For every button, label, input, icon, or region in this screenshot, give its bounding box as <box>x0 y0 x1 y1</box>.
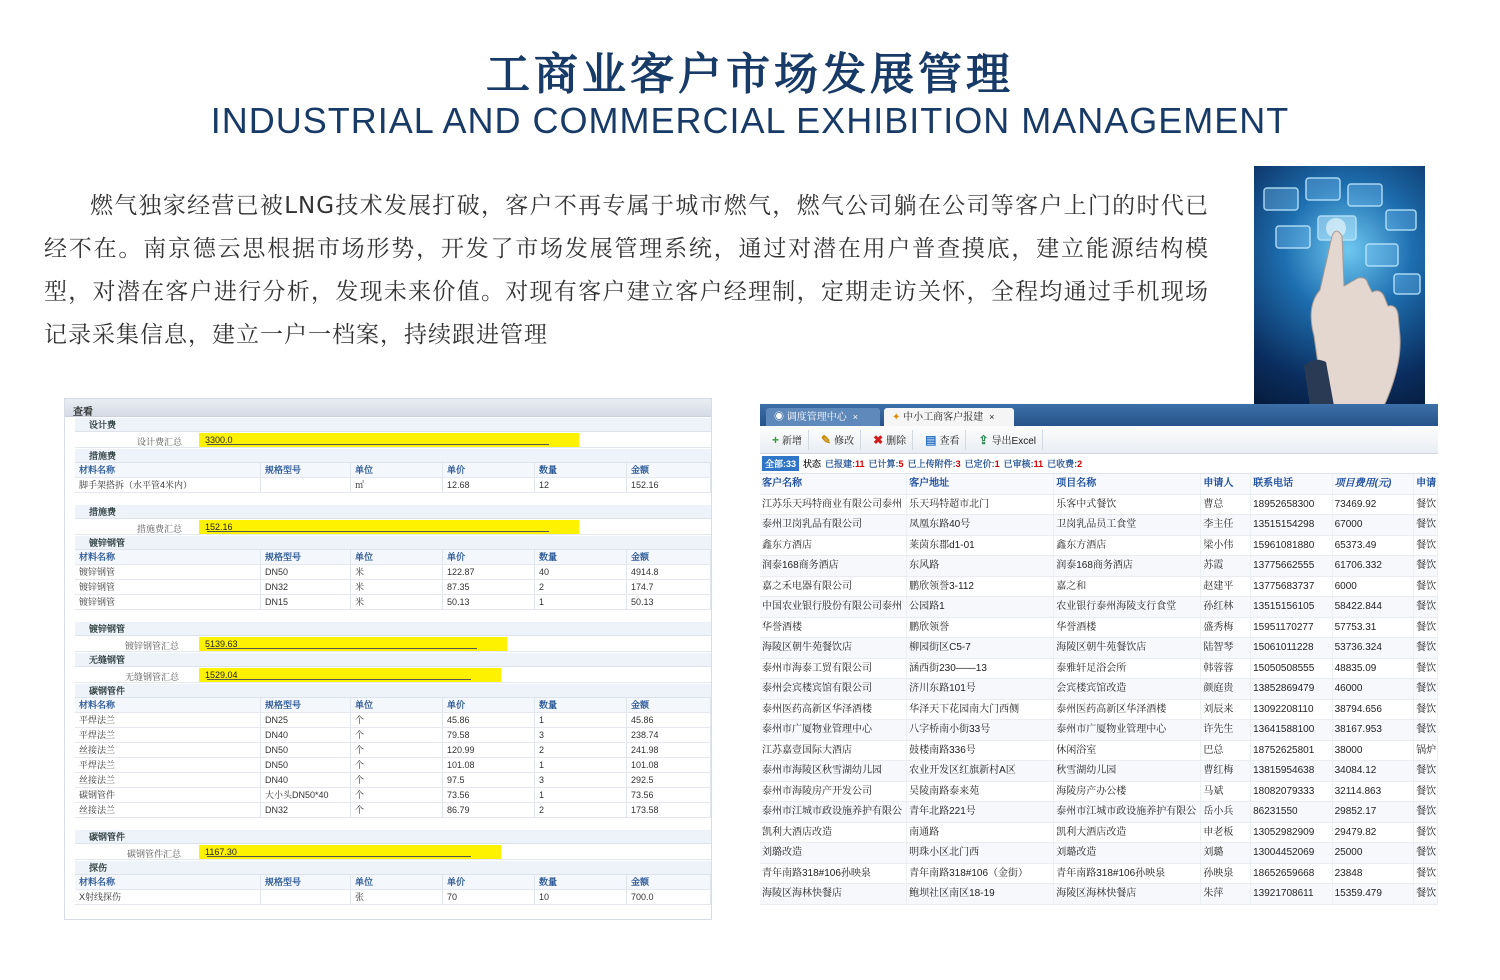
table-cell: 餐饮 <box>1414 700 1438 720</box>
table-row[interactable] <box>760 556 1438 577</box>
table-row: 镀锌钢管 DN50 米 122.87 40 4914.8 <box>75 565 711 580</box>
status-filter-bar <box>760 454 1438 474</box>
table-cell: 嘉之禾电器有限公司 <box>760 577 907 597</box>
table-cell: 18082079333 <box>1251 782 1333 802</box>
table-row: 镀锌钢管 DN15 米 50.13 1 50.13 <box>75 595 711 610</box>
table-cell: 农业开发区红旗新村A区 <box>907 761 1054 781</box>
table-row[interactable] <box>760 577 1438 598</box>
touch-interface-image <box>1254 166 1425 406</box>
cost-detail-panel <box>64 398 712 920</box>
col-apply[interactable]: 申请 <box>1414 474 1438 494</box>
table-cell: 曹总 <box>1201 495 1251 515</box>
table-row: 丝接法兰 DN50 个 120.99 2 241.98 <box>75 743 711 758</box>
table-cell: 餐饮 <box>1414 720 1438 740</box>
table-row[interactable] <box>760 864 1438 885</box>
measure-fee-summary <box>75 519 711 535</box>
intro-paragraph: 燃气独家经营已被LNG技术发展打破，客户不再专属于城市燃气，燃气公司躺在公司等客户上门的时代已经不在。南京德云思根据市场形势，开发了市场发展管理系统，通过对潜在用户普查摸底，建立能源结构模型，对潜在客户进行分析，发现未来价值。对现有客户建立客户经理制，定期走访关怀，全程均通过手机现场记录采集信息，建立一户一档案，持续跟进管理 <box>44 193 1209 348</box>
table-cell: 泰州市海陵区秋雪湖幼儿园 <box>760 761 907 781</box>
page-subtitle: INDUSTRIAL AND COMMERCIAL EXHIBITION MANAGEMENT <box>210 100 1290 141</box>
table-cell: 餐饮 <box>1414 556 1438 576</box>
table-cell: 马斌 <box>1201 782 1251 802</box>
sum-label: 无缝钢管汇总 <box>125 672 180 682</box>
section-flaw-detect: 探伤 <box>75 861 711 875</box>
pencil-icon: ✎ <box>821 432 832 447</box>
table-cell: 泰州医药高新区华泽酒楼 <box>760 700 907 720</box>
table-cell: 朱萍 <box>1201 884 1251 904</box>
table-cell: 泰州卫岗乳品有限公司 <box>760 515 907 535</box>
table-cell: 公园路1 <box>907 597 1054 617</box>
toolbar-button-label: 删除 <box>886 436 907 447</box>
table-row: X射线探伤 张 70 10 700.0 <box>75 890 711 905</box>
table-row[interactable] <box>760 802 1438 823</box>
table-cell: 29852.17 <box>1333 802 1415 822</box>
status-filter[interactable]: 已计算:5 <box>868 459 904 469</box>
toolbar-button-3[interactable] <box>919 430 966 450</box>
toolbar-button-0[interactable] <box>766 430 809 450</box>
table-cell: 秋雪湖幼儿园 <box>1054 761 1201 781</box>
table-cell: 鼓楼南路336号 <box>907 741 1054 761</box>
table-cell: 乐客中式餐饮 <box>1054 495 1201 515</box>
table-row[interactable] <box>760 782 1438 803</box>
close-icon[interactable]: × <box>852 412 859 422</box>
table-cell: 华泽天下花园南大门西侧 <box>907 700 1054 720</box>
tab-icon: ✦ <box>892 412 904 423</box>
section-measure-fee: 措施费 <box>75 449 711 463</box>
sum-value-field[interactable]: 1167.30 <box>199 845 501 859</box>
table-cell: 65373.49 <box>1333 536 1415 556</box>
table-cell: 海陵房产办公楼 <box>1054 782 1201 802</box>
table-cell: 泰州市广厦物业管理中心 <box>760 720 907 740</box>
table-cell: 18952658300 <box>1251 495 1333 515</box>
table-cell: 吴陵南路泰来苑 <box>907 782 1054 802</box>
table-cell: 鑫东方酒店 <box>760 536 907 556</box>
table-cell: 刘璐改造 <box>1054 843 1201 863</box>
table-cell: 38000 <box>1333 741 1415 761</box>
table-row[interactable] <box>760 659 1438 680</box>
table-cell: 13641588100 <box>1251 720 1333 740</box>
seamless-summary <box>75 667 711 683</box>
sum-value-field[interactable]: 1529.04 <box>199 668 501 682</box>
table-row[interactable] <box>760 884 1438 905</box>
table-cell: 餐饮 <box>1414 577 1438 597</box>
customer-report-panel <box>760 404 1438 910</box>
table-cell: 海陵区海林快餐店 <box>1054 884 1201 904</box>
table-cell: 海陵区海林快餐店 <box>760 884 907 904</box>
table-cell: 苏霞 <box>1201 556 1251 576</box>
table-cell: 32114.863 <box>1333 782 1415 802</box>
table-cell: 38794.656 <box>1333 700 1415 720</box>
table-cell: 46000 <box>1333 679 1415 699</box>
toolbar-button-label: 修改 <box>834 436 855 447</box>
table-cell: 颜庭贵 <box>1201 679 1251 699</box>
sum-label: 措施费汇总 <box>137 524 183 534</box>
table-cell: 38167.953 <box>1333 720 1415 740</box>
table-row[interactable] <box>760 679 1438 700</box>
table-cell: 67000 <box>1333 515 1415 535</box>
table-cell: 86231550 <box>1251 802 1333 822</box>
table-cell: 盛秀梅 <box>1201 618 1251 638</box>
section-design-fee: 设计费 <box>75 418 711 432</box>
table-cell: 15359.479 <box>1333 884 1415 904</box>
table-header: 材料名称 规格型号 单位 单价 数量 金额 <box>75 463 711 478</box>
table-cell: 13852869479 <box>1251 679 1333 699</box>
table-row[interactable] <box>760 638 1438 659</box>
table-cell: 刘璐 <box>1201 843 1251 863</box>
grid-body <box>760 495 1438 905</box>
table-cell: 青年南路318#106（金街） <box>907 864 1054 884</box>
table-row: 丝接法兰 DN40 个 97.5 3 292.5 <box>75 773 711 788</box>
status-filter[interactable]: 已收费:2 <box>1047 459 1083 469</box>
table-cell: 曹红梅 <box>1201 761 1251 781</box>
sum-label: 设计费汇总 <box>137 437 183 447</box>
table-cell: 15061011228 <box>1251 638 1333 658</box>
table-cell: 23848 <box>1333 864 1415 884</box>
table-cell: 韩蓉蓉 <box>1201 659 1251 679</box>
table-row[interactable] <box>760 618 1438 639</box>
table-row[interactable] <box>760 515 1438 536</box>
table-cell: 鹏欣领誉3-112 <box>907 577 1054 597</box>
toolbar-button-4[interactable] <box>972 430 1043 450</box>
table-cell: 凤凰东路40号 <box>907 515 1054 535</box>
table-cell: 餐饮 <box>1414 638 1438 658</box>
sum-value-field[interactable]: 152.16 <box>199 520 579 534</box>
table-cell: 13815954638 <box>1251 761 1333 781</box>
hand-touch-illustration <box>1254 166 1425 406</box>
table-cell: 中国农业银行股份有限公司泰州 <box>760 597 907 617</box>
table-cell: 润泰168商务酒店 <box>760 556 907 576</box>
table-cell: 餐饮 <box>1414 515 1438 535</box>
table-cell: 13775683737 <box>1251 577 1333 597</box>
table-cell: 餐饮 <box>1414 761 1438 781</box>
delete-icon: ✖ <box>873 432 884 447</box>
table-cell: 江苏乐天玛特商业有限公司泰州 <box>760 495 907 515</box>
table-cell: 73469.92 <box>1333 495 1415 515</box>
table-cell: 泰州会宾楼宾馆有限公司 <box>760 679 907 699</box>
table-cell: 赵建平 <box>1201 577 1251 597</box>
table-cell: 餐饮 <box>1414 679 1438 699</box>
table-cell: 刘辰来 <box>1201 700 1251 720</box>
table-cell: 八字桥南小街33号 <box>907 720 1054 740</box>
table-cell: 餐饮 <box>1414 843 1438 863</box>
status-filter[interactable]: 已审核:11 <box>1003 459 1044 469</box>
table-row: 平焊法兰 DN25 个 45.86 1 45.86 <box>75 713 711 728</box>
section-carbon-sum: 碳钢管件 <box>75 830 711 844</box>
table-cell: 乐天玛特超市北门 <box>907 495 1054 515</box>
view-icon: ▤ <box>925 432 937 447</box>
table-cell: 13052982909 <box>1251 823 1333 843</box>
table-cell: 餐饮 <box>1414 659 1438 679</box>
excel-icon: ⇪ <box>978 432 989 447</box>
plus-icon: + <box>772 432 780 447</box>
table-row[interactable] <box>760 597 1438 618</box>
table-cell: 61706.332 <box>1333 556 1415 576</box>
table-cell: 莱茵东郡d1-01 <box>907 536 1054 556</box>
table-cell: 休闲浴室 <box>1054 741 1201 761</box>
col-applicant[interactable]: 申请人 <box>1201 474 1251 494</box>
toolbar-button-1[interactable] <box>815 430 861 450</box>
table-cell: 13004452069 <box>1251 843 1333 863</box>
table-cell: 鲍坝社区南区18-19 <box>907 884 1054 904</box>
table-cell: 泰州市江城市政设施养护有限公 <box>1054 802 1201 822</box>
table-row[interactable] <box>760 700 1438 721</box>
table-cell: 13775662555 <box>1251 556 1333 576</box>
table-cell: 泰州市江城市政设施养护有限公 <box>760 802 907 822</box>
table-cell: 餐饮 <box>1414 823 1438 843</box>
table-cell: 李主任 <box>1201 515 1251 535</box>
col-phone[interactable]: 联系电话 <box>1251 474 1333 494</box>
table-cell: 南通路 <box>907 823 1054 843</box>
tab-bar <box>760 404 1438 426</box>
table-cell: 青年南路318#106孙映泉 <box>1054 864 1201 884</box>
panel-header: 查看 <box>65 399 711 417</box>
carbon-summary <box>75 844 711 860</box>
table-row: 平焊法兰 DN40 个 79.58 3 238.74 <box>75 728 711 743</box>
table-cell: 华誉酒楼 <box>760 618 907 638</box>
table-cell: 明珠小区北门西 <box>907 843 1054 863</box>
table-header: 材料名称 规格型号 单位 单价 数量 金额 <box>75 698 711 713</box>
col-customer-name[interactable]: 客户名称 <box>760 474 907 494</box>
status-label: 状态 <box>803 459 822 469</box>
section-carbon-fittings: 碳钢管件 <box>75 684 711 698</box>
close-icon[interactable]: × <box>989 412 995 422</box>
table-cell: 13515154298 <box>1251 515 1333 535</box>
toolbar-button-label: 导出Excel <box>991 436 1036 447</box>
table-cell: 餐饮 <box>1414 782 1438 802</box>
table-cell: 泰州市海陵房产开发公司 <box>760 782 907 802</box>
table-row[interactable] <box>760 741 1438 762</box>
table-row[interactable] <box>760 495 1438 516</box>
table-header: 材料名称 规格型号 单位 单价 数量 金额 <box>75 875 711 890</box>
table-cell: 申老板 <box>1201 823 1251 843</box>
page-title: 工商业客户市场发展管理 <box>486 49 1014 100</box>
toolbar-button-label: 查看 <box>939 436 960 447</box>
tab-icon: ◉ <box>774 412 787 423</box>
status-filter[interactable]: 已报建:11 <box>825 459 865 469</box>
table-cell: 青年北路221号 <box>907 802 1054 822</box>
table-cell: 孙红林 <box>1201 597 1251 617</box>
table-cell: 餐饮 <box>1414 536 1438 556</box>
table-cell: 巴总 <box>1201 741 1251 761</box>
section-measure-fee-sum: 措施费 <box>75 505 711 519</box>
table-cell: 润泰168商务酒店 <box>1054 556 1201 576</box>
table-cell: 鹏欣领誉 <box>907 618 1054 638</box>
col-project-fee[interactable]: 项目费用(元) <box>1333 474 1415 494</box>
col-customer-address[interactable]: 客户地址 <box>907 474 1054 494</box>
col-project-name[interactable]: 项目名称 <box>1054 474 1201 494</box>
toolbar <box>760 426 1438 454</box>
table-cell: 泰州医药高新区华泽酒楼 <box>1054 700 1201 720</box>
table-cell: 48835.09 <box>1333 659 1415 679</box>
table-row: 碳钢管件 大小头DN50*40 个 73.56 1 73.56 <box>75 788 711 803</box>
table-cell: 涵西街230——13 <box>907 659 1054 679</box>
table-cell: 陆智琴 <box>1201 638 1251 658</box>
table-cell: 柳园街区C5-7 <box>907 638 1054 658</box>
table-cell: 东风路 <box>907 556 1054 576</box>
sum-label: 镀锌钢管汇总 <box>125 641 180 651</box>
table-row[interactable] <box>760 536 1438 557</box>
table-cell: 海陵区朝牛苑餐饮店 <box>760 638 907 658</box>
table-row: 平焊法兰 DN50 个 101.08 1 101.08 <box>75 758 711 773</box>
grid-header <box>760 474 1438 495</box>
table-cell: 18752625801 <box>1251 741 1333 761</box>
table-cell: 海陵区朝牛苑餐饮店 <box>1054 638 1201 658</box>
table-cell: 餐饮 <box>1414 495 1438 515</box>
table-cell: 25000 <box>1333 843 1415 863</box>
table-cell: 餐饮 <box>1414 884 1438 904</box>
table-cell: 泰州市广厦物业管理中心 <box>1054 720 1201 740</box>
table-cell: 许先生 <box>1201 720 1251 740</box>
table-cell: 梁小伟 <box>1201 536 1251 556</box>
table-cell: 锅炉 <box>1414 741 1438 761</box>
table-row[interactable] <box>760 823 1438 844</box>
table-cell: 济川东路101号 <box>907 679 1054 699</box>
table-row[interactable] <box>760 720 1438 741</box>
table-cell: 华誉酒楼 <box>1054 618 1201 638</box>
table-row[interactable] <box>760 843 1438 864</box>
table-row[interactable] <box>760 761 1438 782</box>
table-row: 镀锌钢管 DN32 米 87.35 2 174.7 <box>75 580 711 595</box>
design-fee-summary <box>75 432 711 448</box>
table-cell: 13921708611 <box>1251 884 1333 904</box>
table-cell: 13092208110 <box>1251 700 1333 720</box>
toolbar-button-2[interactable] <box>867 430 913 450</box>
table-header: 材料名称 规格型号 单位 单价 数量 金额 <box>75 550 711 565</box>
table-cell: 57753.31 <box>1333 618 1415 638</box>
table-row: 丝接法兰 DN32 个 86.79 2 173.58 <box>75 803 711 818</box>
table-cell: 餐饮 <box>1414 864 1438 884</box>
sum-label: 碳钢管件汇总 <box>127 849 182 859</box>
table-cell: 凯利大酒店改造 <box>760 823 907 843</box>
status-filter[interactable]: 已定价:1 <box>964 459 1000 469</box>
table-cell: 江苏嘉壹国际大酒店 <box>760 741 907 761</box>
sum-value-field[interactable]: 3300.0 <box>199 433 579 447</box>
table-cell: 58422.844 <box>1333 597 1415 617</box>
table-cell: 6000 <box>1333 577 1415 597</box>
table-cell: 会宾楼宾馆改造 <box>1054 679 1201 699</box>
tab-customer-report[interactable]: ✦ 中小工商客户报建 × <box>884 408 1014 426</box>
table-cell: 卫岗乳品员工食堂 <box>1054 515 1201 535</box>
sum-value-field[interactable]: 5139.63 <box>199 637 507 651</box>
table-cell: 15961081880 <box>1251 536 1333 556</box>
table-cell: 53736.324 <box>1333 638 1415 658</box>
status-filter[interactable]: 已上传附件:3 <box>907 459 961 469</box>
table-cell: 15050508555 <box>1251 659 1333 679</box>
table-cell: 孙映泉 <box>1201 864 1251 884</box>
table-cell: 18652659668 <box>1251 864 1333 884</box>
table-cell: 嘉之和 <box>1054 577 1201 597</box>
table-cell: 凯利大酒店改造 <box>1054 823 1201 843</box>
table-cell: 餐饮 <box>1414 802 1438 822</box>
section-galv-pipe: 镀锌钢管 <box>75 536 711 550</box>
section-seamless: 无缝钢管 <box>75 653 711 667</box>
table-cell: 34084.12 <box>1333 761 1415 781</box>
table-cell: 刘璐改造 <box>760 843 907 863</box>
table-cell: 岳小兵 <box>1201 802 1251 822</box>
table-cell: 鑫东方酒店 <box>1054 536 1201 556</box>
table-cell: 青年南路318#106孙映泉 <box>760 864 907 884</box>
filter-all[interactable]: 全部:33 <box>762 456 799 471</box>
table-cell: 餐饮 <box>1414 618 1438 638</box>
table-cell: 泰雅轩足浴会所 <box>1054 659 1201 679</box>
table-cell: 13515156105 <box>1251 597 1333 617</box>
table-cell: 餐饮 <box>1414 597 1438 617</box>
table-cell: 农业银行泰州海陵支行食堂 <box>1054 597 1201 617</box>
table-cell: 29479.82 <box>1333 823 1415 843</box>
tab-dispatch-center[interactable]: ◉ 调度管理中心 × <box>766 408 880 426</box>
table-cell: 15951170277 <box>1251 618 1333 638</box>
galv-pipe-summary <box>75 636 711 652</box>
section-galv-pipe-sum: 镀锌钢管 <box>75 622 711 636</box>
toolbar-button-label: 新增 <box>782 436 803 447</box>
table-row: 脚手架搭拆（水平管4米内） ㎡ 12.68 12 152.16 <box>75 478 711 493</box>
table-cell: 泰州市海泰工贸有限公司 <box>760 659 907 679</box>
